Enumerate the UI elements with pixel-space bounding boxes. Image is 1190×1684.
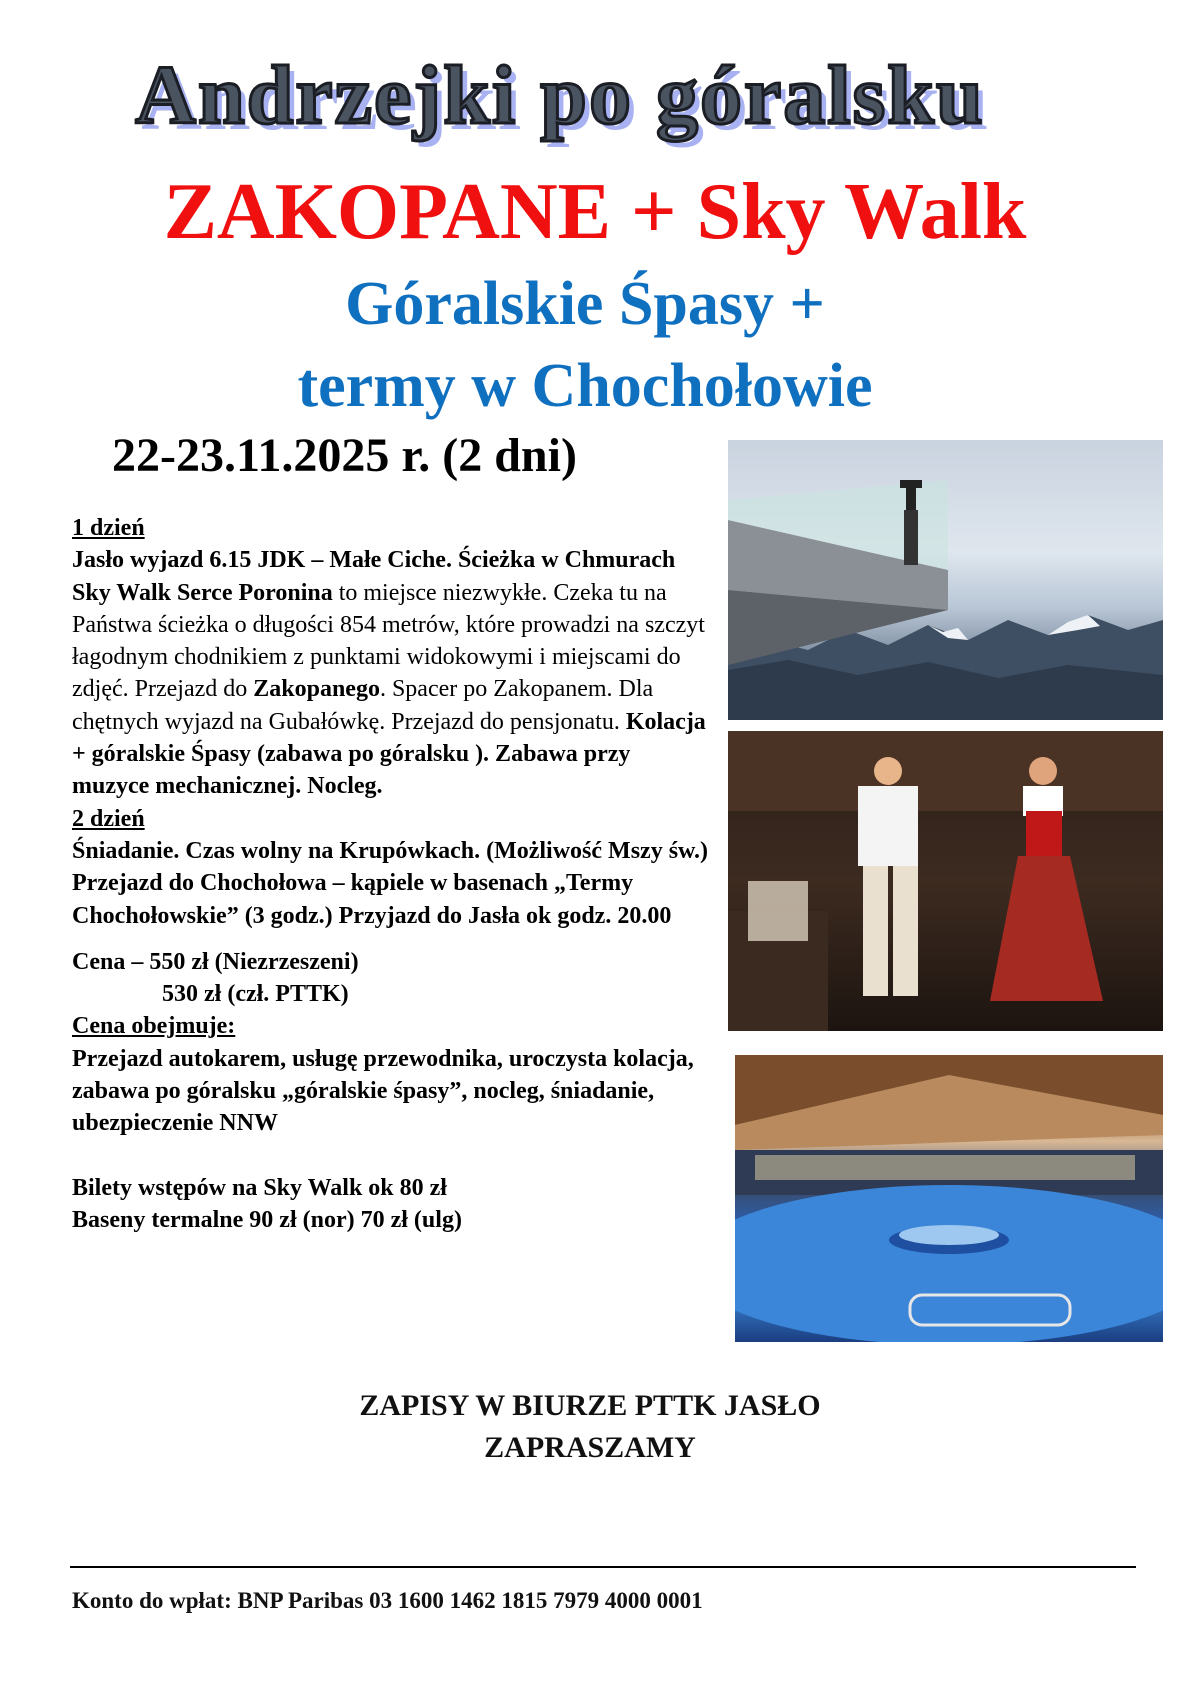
closing-line-signup: ZAPISY W BIURZE PTTK JASŁO [359, 1389, 821, 1422]
day2-paragraph: Śniadanie. Czas wolny na Krupówkach. (Możliwość Mszy św.) Przejazd do Chochołowa – kąpiele w basenach „Termy Chochołowskie” (3 godz.) Przyjazd do Jasła ok godz. 20.00 [72, 837, 709, 929]
tickets-thermal: Baseny termalne 90 zł (nor) 70 zł (ulg) [72, 1206, 462, 1233]
price-includes-text: Przejazd autokarem, usługę przewodnika, uroczysta kolacja, zabawa po góralsku „góralskie śpasy”, nocleg, śniadanie, ubezpieczenie NNW [72, 1045, 694, 1137]
closing-message [0, 1385, 1185, 1469]
poster-subtitle-line4: termy w Chochołowie [297, 352, 873, 420]
trip-description [72, 512, 712, 1236]
price-line-standard: Cena – 550 zł (Niezrzeszeni) [72, 948, 359, 975]
day1-bold-intro: Jasło wyjazd 6.15 JDK – Małe Ciche. Ścieżka w Chmurach Sky Walk Serce Poronina [72, 547, 676, 606]
skywalk-photo [728, 440, 1163, 720]
poster-subtitle-destination: ZAKOPANE + Sky Walk [163, 168, 1027, 256]
day1-bold-zakopane: Zakopanego [253, 676, 380, 703]
closing-line-invite: ZAPRASZAMY [484, 1431, 696, 1464]
day1-paragraph [72, 544, 712, 802]
poster-main-title: Andrzejki po góralsku [135, 49, 985, 142]
price-includes-heading: Cena obejmuje: [72, 1013, 236, 1040]
day1-bold-evening: Kolacja + góralskie Śpasy (zabawa po góralsku ). Zabawa przy muzyce mechanicznej. Nocleg. [72, 708, 706, 800]
day1-text: to miejsce niezwykłe. Czeka tu na Państwa ścieżka o długości 854 metrów, które prowadzi na szczyt łagodnym chodnikiem z punktami widokowymi i miejscami do zdjęć. Przejazd do [72, 579, 705, 703]
trip-date: 22-23.11.2025 r. (2 dni) [112, 429, 577, 482]
bank-account-info: Konto do wpłat: BNP Paribas 03 1600 1462 1815 7979 4000 0001 [72, 1588, 703, 1613]
tickets-skywalk: Bilety wstępów na Sky Walk ok 80 zł [72, 1174, 447, 1201]
price-line-member: 530 zł (czł. PTTK) [162, 981, 349, 1008]
poster-subtitle-line3: Góralskie Śpasy + [345, 270, 825, 338]
day2-heading: 2 dzień [72, 805, 145, 832]
thermal-pool-photo [735, 1055, 1163, 1342]
day1-text2: . Spacer po Zakopanem. Dla chętnych wyjazd na Gubałówkę. Przejazd do pensjonatu. [72, 676, 654, 735]
footer-divider [70, 1566, 1136, 1568]
day1-heading: 1 dzień [72, 515, 145, 541]
highlander-dance-photo [728, 731, 1163, 1031]
